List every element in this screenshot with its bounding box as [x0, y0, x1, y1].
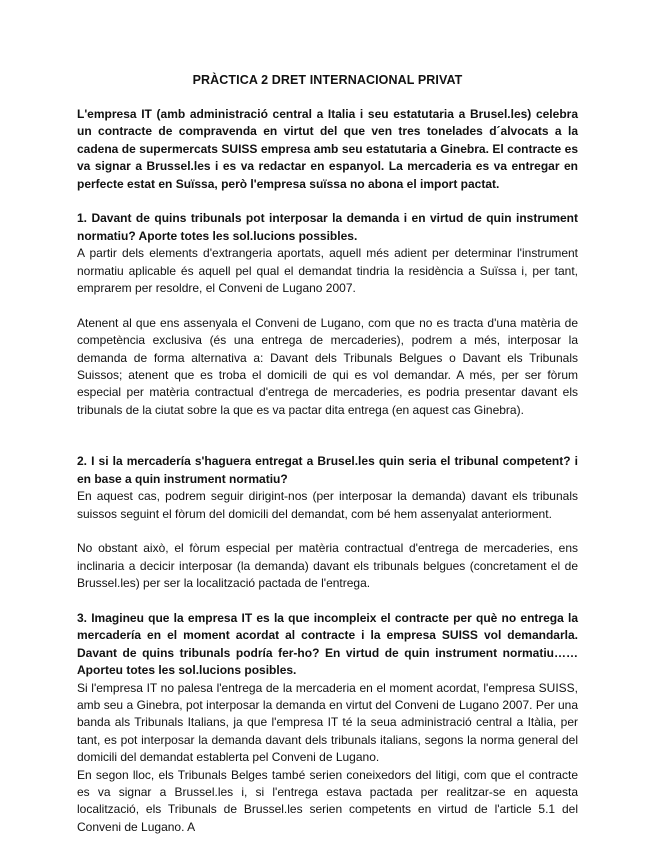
document-title: PRÀCTICA 2 DRET INTERNACIONAL PRIVAT: [192, 73, 463, 87]
spacer: [77, 193, 578, 210]
spacer: [77, 593, 578, 610]
answer-3-paragraph-1: Si l'empresa IT no palesa l'entrega de la mercaderia en el moment acordat, l'empresa SUISS, amb seu a Ginebra, pot interposar la demanda en virtut del Conveni de Lugano 2007. Per una banda als Tribunals Italians, ja que l'empresa IT té la seua administració central a Itàlia, per tant, es pot interposar la demanda davant dels tribunals italians, segons la norma general del domicili del demandat establerta pel Conveni de Lugano.: [77, 680, 578, 765]
answer-2-paragraph-2: No obstant això, el fòrum especial per matèria contractual d'entrega de mercaderies, ens inclinaria a decicir interposar (la demanda) davant els tribunals belgues (concretament el de Brussel.les) per ser la localització pactada de l'entrega.: [77, 541, 578, 591]
question-2: 2. I si la mercadería s'haguera entregat a Brusel.les quin seria el tribunal competent? i en base a quin instrument normatiu?: [77, 454, 578, 486]
answer-3-paragraph-2: En segon lloc, els Tribunals Belges també serien coneixedors del litigi, com que el contracte es va signar a Brussel.les i, si l'entrega estava pactada per realitzar-se en aquesta localització, els Tribunals de Brussel.les serien competents en virtud de l'article 5.1 del Conveni de Lugano. A: [77, 767, 578, 834]
spacer: [77, 297, 578, 314]
question-3: 3. Imagineu que la empresa IT es la que incompleix el contracte per què no entrega la mercadería en el moment acordat al contracte i la empresa SUISS vol demandarla. Davant de quins tribunals podría fer-ho? En virtud de quin instrument normatiu…… Aporteu totes les sol.lucions posibles.: [77, 610, 578, 678]
spacer: [77, 523, 578, 540]
answer-1-paragraph-2: Atenent al que ens assenyala el Conveni de Lugano, com que no es tracta d'una matèria de competència exclusiva (és una entrega de mercaderies), podrem a més, interposar la demanda de forma alternativa a: Davant dels Tribunals Belgues o Davant els Tribunals Suissos; atenent que es troba el domicili de qui es vol demandar. A més, per ser fòrum especial per matèria contractual d'entrega de mercaderies, es podria presentar davant els tribunals de la ciutat sobre la que es va pactar dita entrega (en aquest cas Ginebra).: [77, 315, 578, 417]
answer-2-paragraph-1: En aquest cas, podrem seguir dirigint-nos (per interposar la demanda) davant els tribunals suissos seguint el fòrum del domicili del demandat, com bé hem assenyalat anteriorment.: [77, 489, 578, 521]
spacer: [77, 419, 578, 453]
intro-paragraph: L'empresa IT (amb administració central a Italia i seu estatutaria a Brusel.les) celebra un contracte de compravenda en virtut del que ven tres tonelades d´alvocats a la cadena de supermercats SUISS empresa amb seu estatutaria a Ginebra. El contracte es va signar a Brussel.les i es va redactar en espanyol. La mercaderia es va entregar en perfecte estat en Suïssa, però l'empresa suïssa no abona el import pactat.: [77, 107, 578, 191]
question-1: 1. Davant de quins tribunals pot interposar la demanda i en virtud de quin instrument normatiu? Aporte totes les sol.lucions possibles.: [77, 211, 578, 243]
answer-1-paragraph-1: A partir dels elements d'extrangeria aportats, aquell més adient per determinar l'instrument normatiu aplicable és aquell pel qual el demandat tindria la residència a Suïssa i, per tant, emprarem per resoldre, el Conveni de Lugano 2007.: [77, 246, 578, 296]
